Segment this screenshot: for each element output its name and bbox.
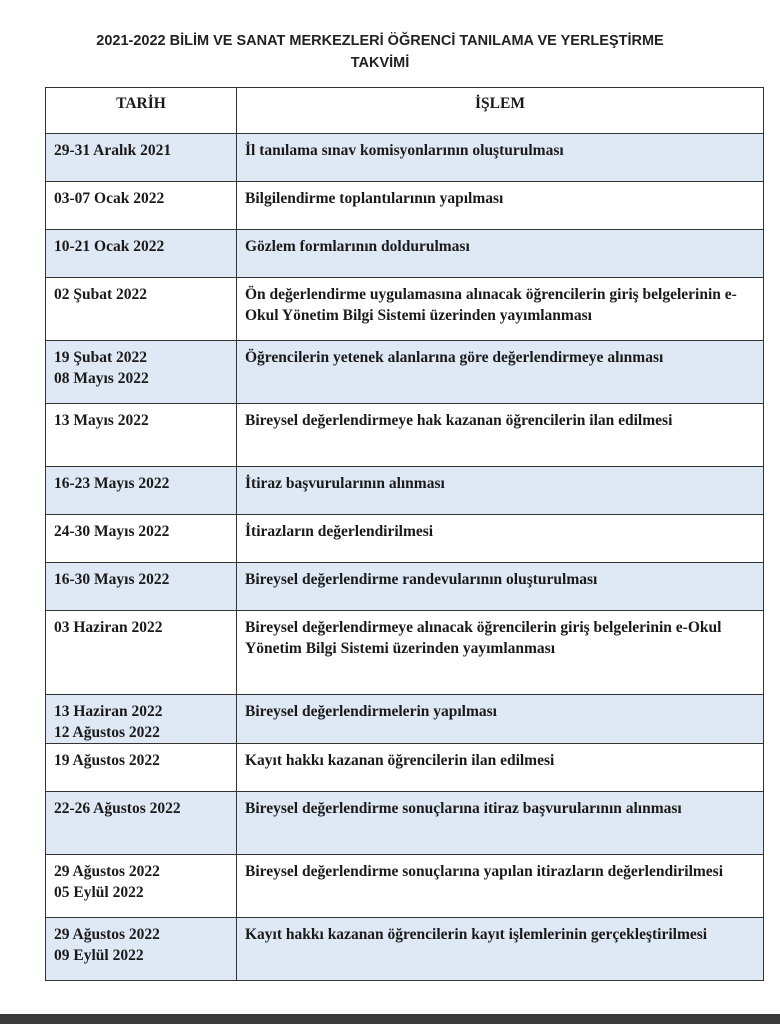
action-cell: Bireysel değerlendirme sonuçlarına itiraz başvurularının alınması [237,792,764,855]
action-cell: Bireysel değerlendirme randevularının oluşturulması [237,563,764,611]
date-line: 16-23 Mayıs 2022 [54,475,170,492]
bottom-bar [0,1014,780,1024]
action-cell: Bireysel değerlendirmeye alınacak öğrencilerin giriş belgelerinin e-Okul Yönetim Bilgi Sistemi üzerinden yayımlanması [237,611,764,695]
date-line: 29 Ağustos 2022 [54,863,160,880]
action-cell: Gözlem formlarının doldurulması [237,230,764,278]
action-cell: Ön değerlendirme uygulamasına alınacak öğrencilerin giriş belgelerinin e-Okul Yönetim Bilgi Sistemi üzerinden yayımlanması [237,278,764,341]
date-cell [46,563,237,611]
date-cell [46,134,237,182]
date-cell [46,515,237,563]
action-cell: Bireysel değerlendirme sonuçlarına yapılan itirazların değerlendirilmesi [237,855,764,918]
date-line: 10-21 Ocak 2022 [54,238,165,255]
table-row [46,467,764,515]
table-row [46,182,764,230]
document-title [0,30,760,74]
table-row [46,695,764,744]
date-cell [46,744,237,792]
title-line-2: TAKVİMİ [350,55,410,71]
date-cell [46,918,237,981]
date-line: 09 Eylül 2022 [54,947,144,964]
action-cell: Öğrencilerin yetenek alanlarına göre değerlendirmeye alınması [237,341,764,404]
table-row [46,744,764,792]
table-row [46,341,764,404]
action-cell: İtiraz başvurularının alınması [237,467,764,515]
date-line: 29-31 Aralık 2021 [54,142,172,159]
date-line: 19 Şubat 2022 [54,349,148,366]
date-line: 13 Haziran 2022 [54,703,163,720]
date-cell [46,611,237,695]
date-line: 12 Ağustos 2022 [54,724,160,741]
table-row [46,230,764,278]
table-row [46,404,764,467]
table-row [46,918,764,981]
action-cell: İtirazların değerlendirilmesi [237,515,764,563]
table-row [46,278,764,341]
date-cell [46,855,237,918]
table-row [46,611,764,695]
date-line: 16-30 Mayıs 2022 [54,571,170,588]
table-row [46,515,764,563]
action-cell: Bilgilendirme toplantılarının yapılması [237,182,764,230]
date-cell [46,230,237,278]
date-line: 05 Eylül 2022 [54,884,144,901]
table-header-row [46,88,764,134]
action-cell: Kayıt hakkı kazanan öğrencilerin ilan edilmesi [237,744,764,792]
action-cell: Bireysel değerlendirmelerin yapılması [237,695,764,744]
date-cell [46,278,237,341]
action-cell: İl tanılama sınav komisyonlarının oluşturulması [237,134,764,182]
date-cell [46,695,237,744]
date-cell [46,404,237,467]
date-line: 29 Ağustos 2022 [54,926,160,943]
calendar-table [45,87,764,981]
date-line: 24-30 Mayıs 2022 [54,523,170,540]
table-row [46,855,764,918]
date-line: 08 Mayıs 2022 [54,370,149,387]
date-line: 02 Şubat 2022 [54,286,148,303]
header-action: İŞLEM [237,88,764,134]
date-cell [46,792,237,855]
title-line-1: 2021-2022 BİLİM VE SANAT MERKEZLERİ ÖĞRENCİ TANILAMA VE YERLEŞTİRME [96,33,664,49]
date-line: 22-26 Ağustos 2022 [54,800,181,817]
date-line: 19 Ağustos 2022 [54,752,160,769]
action-cell: Kayıt hakkı kazanan öğrencilerin kayıt işlemlerinin gerçekleştirilmesi [237,918,764,981]
action-cell: Bireysel değerlendirmeye hak kazanan öğrencilerin ilan edilmesi [237,404,764,467]
date-line: 03 Haziran 2022 [54,619,163,636]
header-date: TARİH [46,88,237,134]
date-cell [46,341,237,404]
table-row [46,792,764,855]
table-row [46,563,764,611]
table-body [46,134,764,981]
date-line: 03-07 Ocak 2022 [54,190,165,207]
date-line: 13 Mayıs 2022 [54,412,149,429]
date-cell [46,182,237,230]
table-row [46,134,764,182]
date-cell [46,467,237,515]
